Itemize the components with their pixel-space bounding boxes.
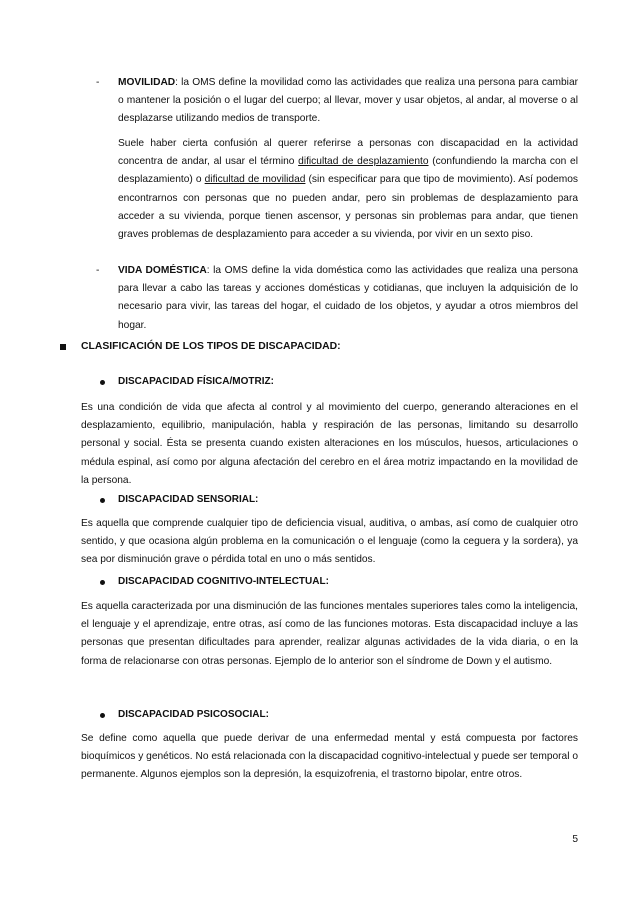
list-dash: - [96,265,100,276]
bullet-icon [100,498,105,503]
item-text-cognitivo: Es aquella caracterizada por una disminución de las funciones mentales superiores tales como la inteligencia, el lenguaje y el aprendizaje, entre otras, así como de las funciones motoras. Esta discapacidad incluye a las personas que presentan dificultades para aprender, realizar algunas actividades de la vida diaria, o en la forma de relacionarse con otras personas. Ejemplo de lo anterior son el síndrome de Down y el autismo. [81,601,578,667]
movilidad-text: : la OMS define la movilidad como las actividades que realiza una persona para cambiar o mantener la posición o el lugar del cuerpo; al llevar, mover y usar objetos, al andar, al moverse o al desplazarse utilizando medios de transporte. [118,77,578,125]
confusion-text-b: (confundiendo la marcha con el desplazamiento) o [118,156,578,186]
confusion-text-a: Suele haber cierta confusión al querer referirse a personas con discapacidad en la actividad concentra de andar, al usar el término [118,138,578,168]
vida-domestica-term: VIDA DOMÉSTICA [118,265,207,276]
term-dificultad-desplazamiento: dificultad de desplazamiento [298,156,429,168]
page-number: 5 [572,834,578,845]
item-text-sensorial: Es aquella que comprende cualquier tipo de deficiencia visual, auditiva, o ambas, así como de cualquier otro sentido, y que ocasiona algún problema en la comunicación o el lenguaje (como la ceguera y la sordera), ya sea por disminución grave o pérdida total en uno o más sentidos. [81,518,578,566]
item-title-fisica: DISCAPACIDAD FÍSICA/MOTRIZ: [118,376,274,387]
bullet-icon [100,380,105,385]
term-dificultad-movilidad: dificultad de movilidad [204,174,306,186]
vida-domestica-paragraph [118,262,578,335]
movilidad-term: MOVILIDAD [118,77,176,88]
bullet-icon [100,580,105,585]
section-title: CLASIFICACIÓN DE LOS TIPOS DE DISCAPACIDAD: [81,341,341,352]
item-title-psicosocial: DISCAPACIDAD PSICOSOCIAL: [118,709,269,720]
item-title-cognitivo: DISCAPACIDAD COGNITIVO-INTELECTUAL: [118,576,329,587]
vida-domestica-text: : la OMS define la vida doméstica como las actividades que realiza una persona para llevar a cabo las tareas y acciones domésticas y cotidianas, que incluyen la adquisición de lo necesario para vivir, las tareas del hogar, el cuidado de los objetos, y ayudar a otros miembros del hogar. [118,265,578,331]
list-dash: - [96,77,100,88]
square-bullet-icon [60,344,66,350]
movilidad-confusion-paragraph [118,135,578,244]
item-text-psicosocial: Se define como aquella que puede derivar de una enfermedad mental y está compuesta por factores bioquímicos y genéticos. No está relacionada con la discapacidad cognitivo-intelectual y puede ser temporal o permanente. Algunos ejemplos son la depresión, la esquizofrenia, el trastorno bipolar, entre otros. [81,733,578,781]
bullet-icon [100,713,105,718]
item-title-sensorial: DISCAPACIDAD SENSORIAL: [118,494,259,505]
confusion-text-c: (sin especificar para que tipo de movimiento). Así podemos encontrarnos con personas que no pueden andar, pero sin problemas de desplazamiento para acceder a su vivienda, porque tienen ascensor, y personas sin problemas para andar, que tienen graves problemas de desplazamiento para acceder a su vivienda, por vivir en un sexto piso. [118,174,579,241]
movilidad-paragraph [118,74,578,129]
item-text-fisica: Es una condición de vida que afecta al control y al movimiento del cuerpo, generando alteraciones en el desplazamiento, equilibrio, manipulación, habla y respiración de las personas, limitando su desarrollo personal y social. Ésta se presenta cuando existen alteraciones en los músculos, huesos, articulaciones o médula espinal, así como por alguna afectación del cerebro en el área motriz impactando en la movilidad de la persona. [81,402,578,486]
